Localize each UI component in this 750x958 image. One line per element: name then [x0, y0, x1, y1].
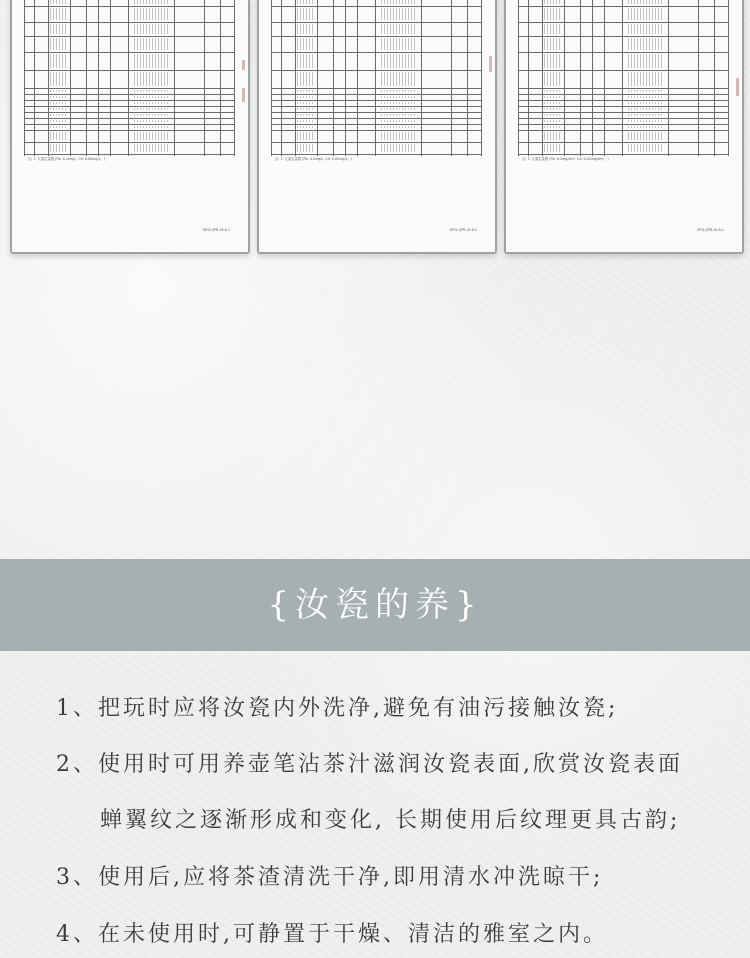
table-rule-row	[518, 88, 728, 89]
test-report-page-3	[504, 0, 744, 254]
table-rule-row	[518, 112, 728, 113]
table-cell-ink	[544, 144, 562, 152]
table-rule-col	[592, 0, 593, 156]
table-rule-col	[542, 0, 543, 156]
table-cell-ink	[628, 90, 662, 92]
table-rule-row	[518, 22, 728, 23]
table-rule-col	[70, 0, 71, 156]
table-cell-ink	[50, 108, 68, 110]
table-cell-ink	[381, 126, 415, 128]
care-item-3: 3、使用后,应将茶渣清洗干净,即用清水冲洗晾干;	[56, 865, 604, 890]
table-rule-col	[234, 0, 235, 156]
table-rule-row	[518, 70, 728, 71]
table-cell-ink	[628, 8, 662, 20]
table-cell-ink	[381, 132, 415, 140]
table-rule-row	[24, 124, 234, 125]
table-cell-ink	[381, 90, 415, 92]
table-rule-row	[271, 100, 481, 101]
table-cell-ink	[297, 144, 315, 152]
table-rule-col	[128, 0, 129, 156]
table-cell-ink	[544, 120, 562, 122]
table-rule-row	[24, 36, 234, 37]
table-rule-col	[728, 0, 729, 156]
table-rule-row	[271, 112, 481, 113]
table-cell-ink	[628, 24, 662, 34]
table-rule-row	[518, 118, 728, 119]
table-cell-ink	[381, 0, 415, 4]
table-rule-row	[24, 130, 234, 131]
table-cell-ink	[50, 126, 68, 128]
table-cell-ink	[544, 114, 562, 116]
section-title-text: 汝瓷的养	[295, 585, 455, 625]
table-rule-col	[622, 0, 623, 156]
table-cell-ink	[297, 24, 315, 34]
table-rule-row	[271, 22, 481, 23]
table-rule-row	[518, 100, 728, 101]
table-rule-row	[518, 52, 728, 53]
table-cell-ink	[134, 144, 168, 152]
section-title	[0, 583, 750, 627]
table-rule-col	[564, 0, 565, 156]
test-report-page-1	[10, 0, 250, 254]
red-seal-mark	[489, 56, 492, 72]
table-cell-ink	[50, 72, 68, 86]
table-cell-ink	[544, 102, 562, 104]
brace-right: }	[455, 585, 483, 625]
table-rule-col	[271, 0, 272, 156]
table-rule-row	[24, 22, 234, 23]
table-cell-ink	[50, 24, 68, 34]
table-rule-row	[24, 52, 234, 53]
table-rule-col	[580, 0, 581, 156]
table-cell-ink	[381, 96, 415, 98]
table-cell-ink	[50, 8, 68, 20]
table-rule-col	[528, 0, 529, 156]
table-rule-col	[24, 0, 25, 156]
table-cell-ink	[381, 114, 415, 116]
table-cell-ink	[297, 132, 315, 140]
table-cell-ink	[297, 108, 315, 110]
table-rule-col	[295, 0, 296, 156]
table-rule-row	[271, 88, 481, 89]
table-cell-ink	[297, 102, 315, 104]
table-cell-ink	[381, 54, 415, 68]
table-rule-col	[98, 0, 99, 156]
section-title-band	[0, 559, 750, 651]
table-cell-ink	[628, 72, 662, 86]
table-cell-ink	[134, 38, 168, 50]
report-code: DFD-QPR-19-8-1	[450, 228, 477, 232]
table-cell-ink	[297, 8, 315, 20]
table-rule-row	[24, 154, 234, 155]
red-seal-mark	[736, 78, 739, 96]
table-cell-ink	[544, 38, 562, 50]
table-cell-ink	[544, 132, 562, 140]
table-cell-ink	[50, 132, 68, 140]
table-rule-row	[518, 36, 728, 37]
table-rule-col	[518, 0, 519, 156]
table-cell-ink	[544, 54, 562, 68]
table-cell-ink	[297, 0, 315, 4]
table-cell-ink	[628, 120, 662, 122]
table-rule-col	[48, 0, 49, 156]
table-rule-row	[271, 94, 481, 95]
table-rule-row	[271, 154, 481, 155]
table-cell-ink	[628, 0, 662, 4]
table-cell-ink	[50, 114, 68, 116]
table-cell-ink	[544, 108, 562, 110]
table-cell-ink	[134, 126, 168, 128]
table-cell-ink	[381, 24, 415, 34]
table-cell-ink	[134, 0, 168, 4]
test-report-table	[24, 0, 234, 156]
table-rule-row	[24, 112, 234, 113]
table-rule-col	[281, 0, 282, 156]
table-cell-ink	[134, 72, 168, 86]
test-report-table	[518, 0, 728, 156]
table-cell-ink	[628, 102, 662, 104]
table-cell-ink	[50, 90, 68, 92]
table-cell-ink	[297, 90, 315, 92]
table-cell-ink	[544, 8, 562, 20]
table-cell-ink	[381, 38, 415, 50]
table-cell-ink	[50, 96, 68, 98]
table-cell-ink	[297, 72, 315, 86]
table-cell-ink	[628, 38, 662, 50]
table-cell-ink	[381, 144, 415, 152]
table-rule-col	[481, 0, 482, 156]
table-rule-row	[24, 118, 234, 119]
table-cell-ink	[297, 38, 315, 50]
table-cell-ink	[628, 96, 662, 98]
table-cell-ink	[134, 24, 168, 34]
table-cell-ink	[134, 96, 168, 98]
table-rule-col	[345, 0, 346, 156]
table-rule-row	[518, 142, 728, 143]
table-cell-ink	[381, 108, 415, 110]
table-rule-col	[375, 0, 376, 156]
table-rule-col	[220, 0, 221, 156]
table-rule-row	[24, 142, 234, 143]
table-cell-ink	[381, 8, 415, 20]
table-cell-ink	[297, 54, 315, 68]
table-rule-row	[271, 118, 481, 119]
report-code: DFD-QPR-19-8-1	[203, 228, 230, 232]
table-rule-row	[518, 130, 728, 131]
table-cell-ink	[544, 126, 562, 128]
table-cell-ink	[544, 90, 562, 92]
table-rule-row	[24, 106, 234, 107]
table-rule-row	[518, 6, 728, 7]
table-rule-row	[518, 94, 728, 95]
table-cell-ink	[628, 114, 662, 116]
table-rule-col	[357, 0, 358, 156]
table-cell-ink	[297, 114, 315, 116]
table-cell-ink	[381, 72, 415, 86]
table-rule-row	[518, 106, 728, 107]
care-item-1: 1、把玩时应将汝瓷内外洗净,避免有油污接触汝瓷;	[56, 696, 619, 721]
table-rule-col	[174, 0, 175, 156]
report-footnote: 注: 1. 元素定量限 (Pb: 0.2mg/L, Cd: 0.02mg/L。)	[28, 157, 106, 161]
table-cell-ink	[50, 120, 68, 122]
table-rule-row	[24, 100, 234, 101]
table-rule-col	[714, 0, 715, 156]
table-rule-row	[24, 94, 234, 95]
table-cell-ink	[381, 120, 415, 122]
table-cell-ink	[297, 126, 315, 128]
table-rule-row	[271, 36, 481, 37]
table-cell-ink	[50, 102, 68, 104]
table-rule-col	[668, 0, 669, 156]
table-rule-row	[518, 124, 728, 125]
table-rule-row	[24, 6, 234, 7]
table-rule-col	[451, 0, 452, 156]
table-cell-ink	[544, 96, 562, 98]
table-rule-col	[604, 0, 605, 156]
table-rule-row	[271, 70, 481, 71]
table-rule-row	[271, 106, 481, 107]
table-rule-row	[24, 88, 234, 89]
report-footnote: 注: 1. 元素定量限 (Pb: 0.2mg/dm², Cd: 0.02mg/dm²。)	[522, 157, 609, 161]
table-cell-ink	[50, 0, 68, 4]
table-rule-row	[271, 130, 481, 131]
table-cell-ink	[134, 108, 168, 110]
table-cell-ink	[544, 24, 562, 34]
table-rule-col	[421, 0, 422, 156]
table-rule-col	[110, 0, 111, 156]
table-rule-row	[518, 154, 728, 155]
table-cell-ink	[297, 96, 315, 98]
table-cell-ink	[134, 102, 168, 104]
table-cell-ink	[628, 144, 662, 152]
table-rule-col	[333, 0, 334, 156]
brace-left: {	[267, 585, 295, 625]
table-rule-row	[271, 142, 481, 143]
table-cell-ink	[50, 144, 68, 152]
red-seal-mark	[242, 60, 245, 70]
table-cell-ink	[134, 114, 168, 116]
table-rule-row	[24, 70, 234, 71]
table-cell-ink	[50, 38, 68, 50]
table-cell-ink	[134, 120, 168, 122]
table-cell-ink	[628, 132, 662, 140]
report-code: DFD-QPR-19-8-1	[697, 228, 724, 232]
care-item-2: 2、使用时可用养壶笔沾茶汁滋润汝瓷表面,欣赏汝瓷表面	[56, 752, 683, 777]
table-cell-ink	[628, 108, 662, 110]
table-cell-ink	[134, 132, 168, 140]
table-cell-ink	[134, 90, 168, 92]
table-cell-ink	[628, 126, 662, 128]
table-rule-row	[271, 6, 481, 7]
table-rule-col	[317, 0, 318, 156]
table-rule-row	[271, 52, 481, 53]
table-cell-ink	[134, 8, 168, 20]
table-cell-ink	[628, 54, 662, 68]
table-cell-ink	[297, 120, 315, 122]
test-report-page-2	[257, 0, 497, 254]
table-rule-row	[271, 124, 481, 125]
table-cell-ink	[381, 102, 415, 104]
table-cell-ink	[50, 54, 68, 68]
table-rule-col	[467, 0, 468, 156]
table-rule-col	[86, 0, 87, 156]
table-rule-col	[34, 0, 35, 156]
care-item-4: 4、在未使用时,可静置于干燥、清洁的雅室之内。	[56, 922, 608, 947]
table-cell-ink	[544, 72, 562, 86]
table-rule-col	[204, 0, 205, 156]
test-report-table	[271, 0, 481, 156]
table-cell-ink	[544, 0, 562, 4]
care-item-2-continued: 蝉翼纹之逐渐形成和变化, 长期使用后纹理更具古韵;	[100, 808, 681, 833]
report-footnote: 注: 1. 元素定量限 (Pb: 0.2mg/L, Cd: 0.02mg/L。)	[275, 157, 353, 161]
table-cell-ink	[134, 54, 168, 68]
red-seal-mark	[242, 88, 245, 102]
table-rule-col	[698, 0, 699, 156]
